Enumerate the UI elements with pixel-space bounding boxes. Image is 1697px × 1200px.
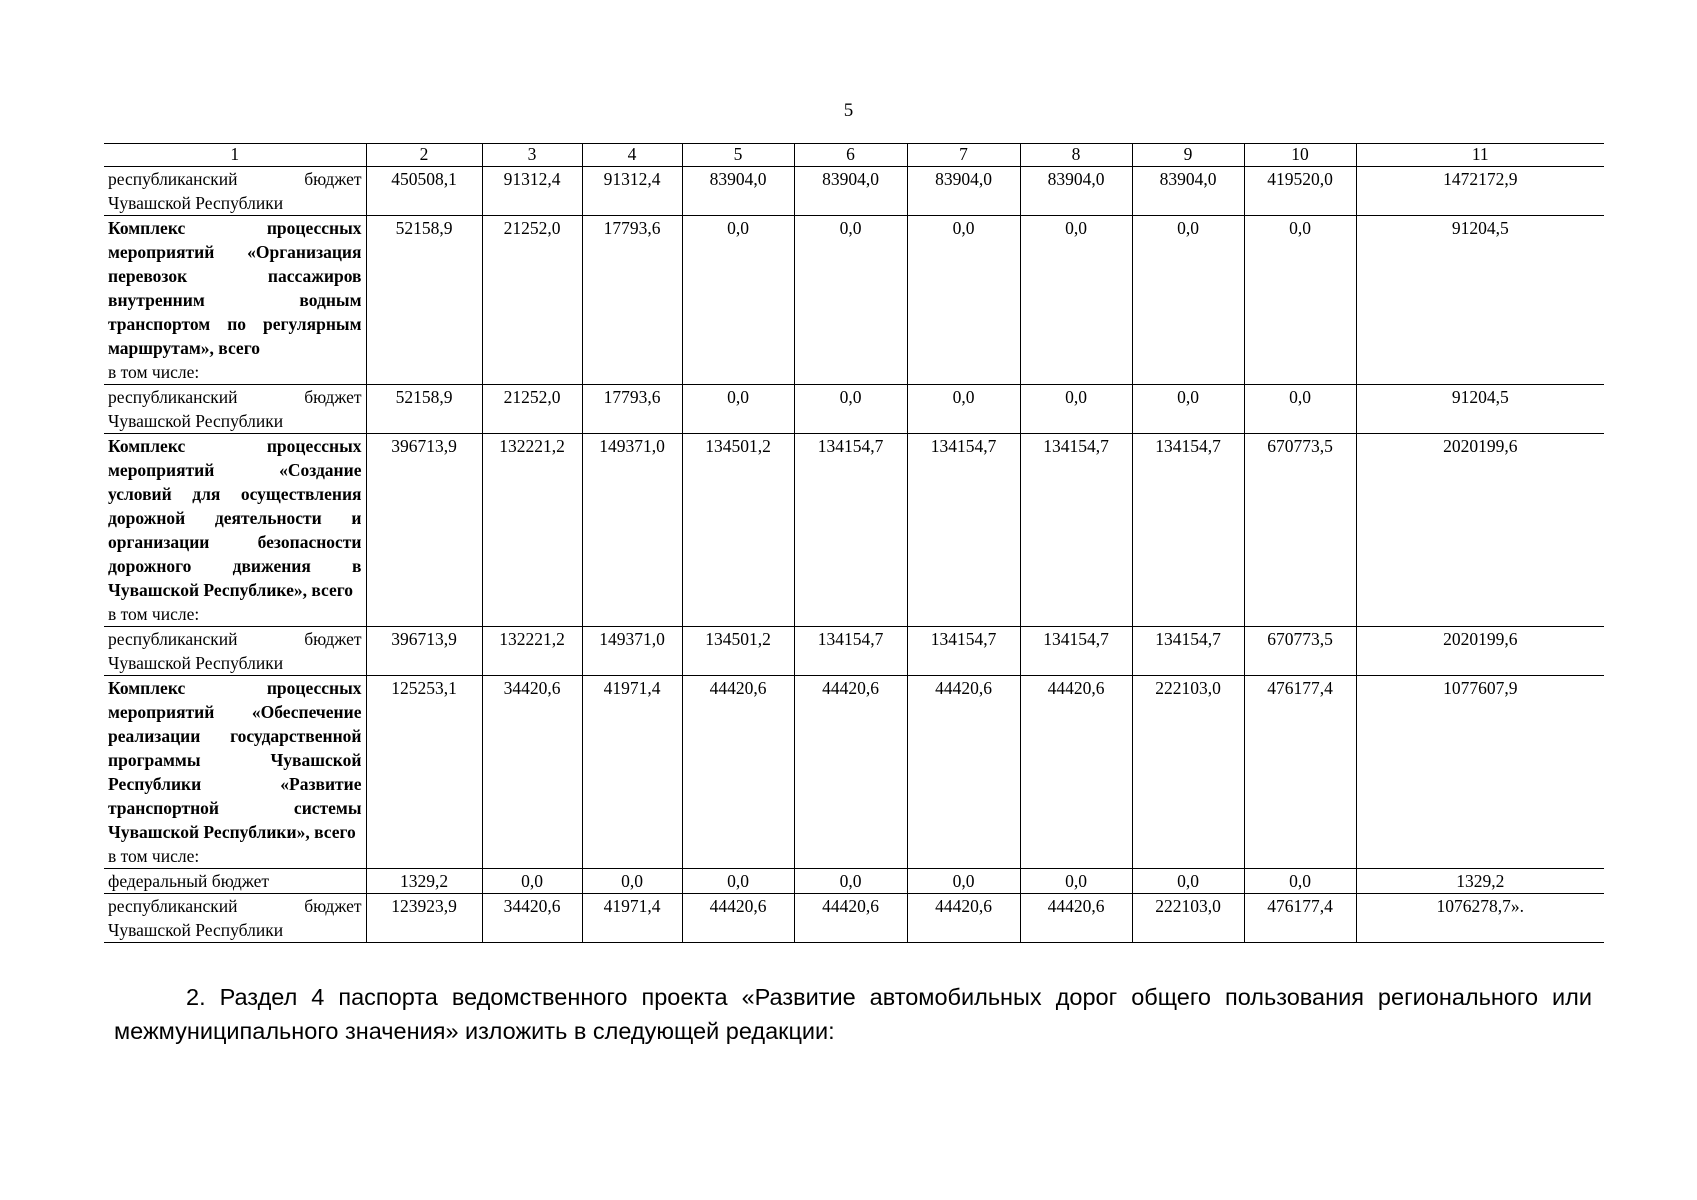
cell-value: 44420,6: [822, 678, 879, 698]
cell-value: 91204,5: [1451, 218, 1509, 238]
cell-value: 91312,4: [603, 169, 661, 189]
value-cell: [582, 894, 682, 943]
row-label-cell: [104, 434, 366, 627]
column-header: 7: [907, 144, 1020, 167]
row-sublabel: в том числе:: [108, 604, 200, 624]
cell-value: 17793,6: [603, 218, 661, 238]
value-cell: [1132, 869, 1244, 894]
value-cell: [1356, 167, 1604, 216]
cell-value: 83904,0: [935, 169, 992, 189]
value-cell: [1020, 627, 1132, 676]
value-cell: [682, 676, 794, 869]
value-cell: [1132, 894, 1244, 943]
row-label-cell: [104, 676, 366, 869]
cell-value: 17793,6: [603, 387, 661, 407]
cell-value: 41971,4: [603, 678, 661, 698]
value-cell: [582, 869, 682, 894]
cell-value: 34420,6: [503, 896, 561, 916]
cell-value: 222103,0: [1155, 678, 1221, 698]
column-header: 2: [366, 144, 482, 167]
value-cell: [794, 167, 907, 216]
cell-value: 125253,1: [391, 678, 457, 698]
row-label: Комплекс процессных мероприятий «Создание условий для осуществления дорожной деятельности и организации безопасности дорожного движения в Чувашской Республике», всего: [108, 436, 362, 600]
cell-value: 222103,0: [1155, 896, 1221, 916]
value-cell: [1020, 676, 1132, 869]
cell-value: 1329,2: [399, 871, 449, 891]
table-row: [104, 434, 1604, 627]
row-label-cell: [104, 627, 366, 676]
cell-value: 52158,9: [395, 387, 453, 407]
body-paragraph: 2. Раздел 4 паспорта ведомственного проекта «Развитие автомобильных дорог общего пользования регионального или межмуниципального значения» изложить в следующей редакции:: [114, 984, 1592, 1044]
cell-value: 0,0: [952, 218, 975, 238]
cell-value: 21252,0: [503, 387, 561, 407]
table-row: [104, 894, 1604, 943]
value-cell: [794, 676, 907, 869]
value-cell: [366, 676, 482, 869]
table-body: [104, 167, 1604, 943]
value-cell: [1244, 385, 1356, 434]
value-cell: [482, 869, 582, 894]
column-header: 10: [1244, 144, 1356, 167]
cell-value: 396713,9: [391, 629, 457, 649]
value-cell: [1132, 216, 1244, 385]
cell-value: 1076278,7».: [1436, 896, 1524, 916]
value-cell: [907, 869, 1020, 894]
cell-value: 44420,6: [935, 896, 992, 916]
cell-value: 0,0: [1289, 871, 1311, 891]
cell-value: 0,0: [839, 387, 862, 407]
table-row: [104, 627, 1604, 676]
page-number: 5: [843, 100, 854, 121]
cell-value: 44420,6: [822, 896, 879, 916]
value-cell: [1356, 434, 1604, 627]
row-label: федеральный бюджет: [108, 871, 270, 891]
value-cell: [907, 216, 1020, 385]
table-row: [104, 385, 1604, 434]
cell-value: 44420,6: [709, 678, 767, 698]
row-label: Комплекс процессных мероприятий «Обеспечение реализации государственной программы Чувашской Республики «Развитие транспортной системы Чувашской Республики», всего: [108, 678, 362, 842]
cell-value: 44420,6: [1047, 896, 1105, 916]
row-label: республиканский бюджет Чувашской Республики: [108, 896, 362, 940]
cell-value: 0,0: [952, 387, 975, 407]
cell-value: 83904,0: [709, 169, 767, 189]
cell-value: 132221,2: [499, 629, 565, 649]
cell-value: 0,0: [1065, 871, 1087, 891]
cell-value: 1077607,9: [1443, 678, 1518, 698]
value-cell: [366, 216, 482, 385]
value-cell: [682, 167, 794, 216]
cell-value: 44420,6: [935, 678, 992, 698]
value-cell: [1356, 216, 1604, 385]
value-cell: [794, 385, 907, 434]
cell-value: 0,0: [727, 871, 749, 891]
table-row: [104, 167, 1604, 216]
cell-value: 134154,7: [1043, 436, 1109, 456]
value-cell: [1244, 216, 1356, 385]
value-cell: [794, 627, 907, 676]
cell-value: 44420,6: [709, 896, 767, 916]
row-label: республиканский бюджет Чувашской Республики: [108, 169, 362, 213]
value-cell: [366, 894, 482, 943]
value-cell: [794, 434, 907, 627]
cell-value: 134154,7: [1155, 629, 1221, 649]
value-cell: [794, 869, 907, 894]
value-cell: [1132, 167, 1244, 216]
value-cell: [582, 216, 682, 385]
cell-value: 91312,4: [503, 169, 561, 189]
value-cell: [907, 167, 1020, 216]
value-cell: [907, 434, 1020, 627]
column-header: 6: [794, 144, 907, 167]
value-cell: [1356, 385, 1604, 434]
value-cell: [482, 894, 582, 943]
cell-value: 0,0: [952, 871, 975, 891]
cell-value: 0,0: [1065, 387, 1087, 407]
value-cell: [682, 894, 794, 943]
budget-table: [104, 143, 1604, 943]
cell-value: 396713,9: [391, 436, 457, 456]
cell-value: 0,0: [1177, 387, 1199, 407]
cell-value: 2020199,6: [1443, 629, 1518, 649]
value-cell: [1244, 676, 1356, 869]
cell-value: 0,0: [1177, 871, 1199, 891]
cell-value: 91204,5: [1451, 387, 1509, 407]
cell-value: 134154,7: [930, 436, 997, 456]
value-cell: [1356, 627, 1604, 676]
cell-value: 83904,0: [822, 169, 879, 189]
value-cell: [582, 434, 682, 627]
cell-value: 476177,4: [1267, 896, 1333, 916]
value-cell: [682, 869, 794, 894]
value-cell: [482, 434, 582, 627]
cell-value: 0,0: [621, 871, 643, 891]
value-cell: [794, 216, 907, 385]
value-cell: [1244, 627, 1356, 676]
cell-value: 134154,7: [817, 436, 884, 456]
cell-value: 450508,1: [391, 169, 457, 189]
value-cell: [794, 894, 907, 943]
cell-value: 419520,0: [1267, 169, 1333, 189]
value-cell: [482, 627, 582, 676]
value-cell: [682, 627, 794, 676]
value-cell: [582, 627, 682, 676]
value-cell: [1020, 869, 1132, 894]
value-cell: [1244, 894, 1356, 943]
row-label-cell: [104, 216, 366, 385]
cell-value: 134154,7: [1043, 629, 1109, 649]
row-label: Комплекс процессных мероприятий «Организация перевозок пассажиров внутренним водным транспортом по регулярным маршрутам», всего: [108, 218, 362, 358]
cell-value: 149371,0: [599, 436, 665, 456]
table-row: [104, 676, 1604, 869]
value-cell: [482, 216, 582, 385]
cell-value: 21252,0: [503, 218, 561, 238]
cell-value: 0,0: [727, 218, 749, 238]
value-cell: [1020, 434, 1132, 627]
value-cell: [366, 434, 482, 627]
cell-value: 41971,4: [603, 896, 661, 916]
column-header: 4: [582, 144, 682, 167]
value-cell: [1020, 894, 1132, 943]
cell-value: 134154,7: [930, 629, 997, 649]
value-cell: [366, 385, 482, 434]
table-row: [104, 216, 1604, 385]
cell-value: 0,0: [521, 871, 543, 891]
value-cell: [366, 167, 482, 216]
column-header: 1: [104, 144, 366, 167]
value-cell: [582, 385, 682, 434]
column-header: 5: [682, 144, 794, 167]
cell-value: 2020199,6: [1443, 436, 1518, 456]
cell-value: 83904,0: [1047, 169, 1105, 189]
cell-value: 134154,7: [1155, 436, 1221, 456]
row-label: республиканский бюджет Чувашской Республики: [108, 387, 362, 431]
header-row: [104, 144, 1604, 167]
column-header: 11: [1356, 144, 1604, 167]
row-label-cell: [104, 869, 366, 894]
value-cell: [1356, 676, 1604, 869]
cell-value: 1329,2: [1456, 871, 1505, 891]
cell-value: 134501,2: [705, 436, 771, 456]
cell-value: 670773,5: [1267, 629, 1333, 649]
value-cell: [907, 894, 1020, 943]
value-cell: [682, 216, 794, 385]
value-cell: [682, 385, 794, 434]
value-cell: [1356, 894, 1604, 943]
value-cell: [1244, 167, 1356, 216]
value-cell: [482, 167, 582, 216]
cell-value: 34420,6: [503, 678, 561, 698]
cell-value: 0,0: [1289, 387, 1311, 407]
value-cell: [1244, 434, 1356, 627]
value-cell: [907, 627, 1020, 676]
cell-value: 132221,2: [499, 436, 565, 456]
row-sublabel: в том числе:: [108, 362, 200, 382]
table-row: [104, 869, 1604, 894]
cell-value: 44420,6: [1047, 678, 1105, 698]
cell-value: 83904,0: [1159, 169, 1217, 189]
column-header: 8: [1020, 144, 1132, 167]
value-cell: [1020, 385, 1132, 434]
cell-value: 0,0: [1177, 218, 1199, 238]
value-cell: [1356, 869, 1604, 894]
value-cell: [1244, 869, 1356, 894]
row-sublabel: в том числе:: [108, 846, 200, 866]
row-label-cell: [104, 167, 366, 216]
cell-value: 0,0: [839, 218, 862, 238]
value-cell: [482, 385, 582, 434]
value-cell: [582, 676, 682, 869]
cell-value: 134154,7: [817, 629, 884, 649]
value-cell: [907, 385, 1020, 434]
value-cell: [907, 676, 1020, 869]
value-cell: [1132, 385, 1244, 434]
cell-value: 0,0: [1065, 218, 1087, 238]
column-header: 9: [1132, 144, 1244, 167]
row-label-cell: [104, 894, 366, 943]
cell-value: 123923,9: [391, 896, 457, 916]
cell-value: 476177,4: [1267, 678, 1333, 698]
cell-value: 134501,2: [705, 629, 771, 649]
value-cell: [1020, 216, 1132, 385]
value-cell: [582, 167, 682, 216]
value-cell: [366, 869, 482, 894]
column-header: 3: [482, 144, 582, 167]
row-label-cell: [104, 385, 366, 434]
cell-value: 0,0: [1289, 218, 1311, 238]
cell-value: 52158,9: [395, 218, 453, 238]
cell-value: 1472172,9: [1443, 169, 1518, 189]
cell-value: 0,0: [727, 387, 749, 407]
value-cell: [482, 676, 582, 869]
value-cell: [1132, 434, 1244, 627]
value-cell: [366, 627, 482, 676]
value-cell: [1020, 167, 1132, 216]
row-label: республиканский бюджет Чувашской Республики: [108, 629, 362, 673]
value-cell: [1132, 627, 1244, 676]
cell-value: 149371,0: [599, 629, 665, 649]
value-cell: [682, 434, 794, 627]
cell-value: 0,0: [839, 871, 862, 891]
value-cell: [1132, 676, 1244, 869]
cell-value: 670773,5: [1267, 436, 1333, 456]
